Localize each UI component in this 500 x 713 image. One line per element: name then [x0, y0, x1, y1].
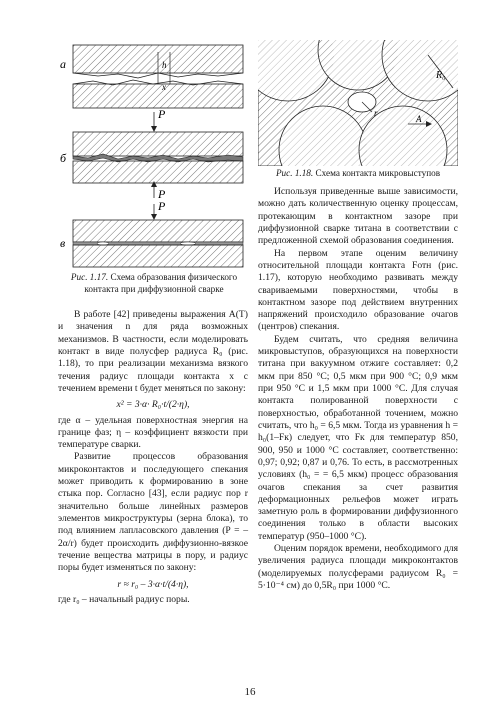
label-P-top: P [158, 107, 166, 121]
caption-text: Схема контакта микровыступов [315, 168, 441, 178]
panel-a [73, 45, 243, 108]
left-column [58, 309, 248, 606]
label-b: б [60, 151, 67, 165]
paragraph: Развитие процессов образования микроконтактов и последующего спекания может приводить к формированию в зоне стыка пор. Согласно [43], если радиус пор r значительно больше линейных размеров элементов микроструктуры (зерна блока), то под влиянием лапласовского давления (P = –2α/r) будет происходить диффузионно-вязкое течение вещества матрицы в пору, и радиус поры будет изменяться по закону: [58, 451, 248, 574]
label-A: A [416, 114, 422, 124]
caption-number: Рис. 1.18. [275, 168, 314, 178]
paragraph: где r₀ – начальный радиус поры. [58, 593, 190, 605]
caption-text: Схема образования физического контакта при диффузионной сварке [84, 272, 238, 294]
label-a: а [60, 57, 66, 71]
paragraph: где α – удельная поверхностная энергия на границе фаз; η – коэффициент вязкости при температуре сварки. [58, 414, 248, 451]
label-v: в [60, 236, 66, 250]
label-P-v: P [158, 199, 166, 213]
panel-b [73, 132, 243, 183]
label-h: h [162, 60, 167, 70]
label-x: x [162, 82, 166, 92]
figure-1-17-caption [58, 272, 250, 295]
right-column [258, 186, 458, 592]
figure-1-18 [258, 40, 458, 166]
paragraph: На первом этапе оценим величину относительной площади контакта Fотн (рис. 1.17), которую необходимо развивать между свариваемыми поверхностями, чтобы в контактном зазоре под действием внутренних напряжений происходило образование очагов (центров) спекания. [258, 247, 458, 333]
caption-number: Рис. 1.17. [70, 272, 109, 282]
paragraph: Будем считать, что средняя величина микровыступов, образующихся на поверхности титана при вакуумном отжиге составляет: 0,2 мкм при 850 °С; 0,5 мкм при 900 °С; 0,9 мкм при 950 °С и 1,5 мкм при 1000 °С. Для случая контакта полированной поверхности с поверхностью, обработанной точением, можно считать, что h₀ = 6,5 мкм. Тогда из уравнения h = h₀(1–Fк) следует, что Fк для температур 850, 900, 950 и 1000 °С составляет, соответственно: 0,97; 0,92; 0,87 и 0,76. То есть, в рассмотренных условиях (h₀ = = 6,5 мкм) процесс образования очагов спекания за счет развития деформационных рельефов может играть заметную роль в формировании диффузионного соединения только в области высоких температур (950–1000 °С). [258, 333, 458, 542]
label-R0: R₀ [436, 70, 446, 81]
paragraph: Используя приведенные выше зависимости, можно дать количественную оценку процессам, протекающим в контактном зазоре при диффузионной сварке титана в соответствии с предложенной схемой образования соединения. [258, 186, 458, 247]
label-r: r [374, 108, 378, 118]
contact-diagram [258, 40, 458, 166]
formula-x: x² = 3·α· R₀·t/(2·η), [116, 399, 190, 411]
formula-r: r ≈ r₀ – 3·α·t/(4·η), [117, 578, 189, 590]
paragraph: Оценим порядок времени, необходимого для увеличения радиуса площади микроконтактов (моделируемых полусферами радиусом R₀ = 5·10⁻⁴ см) до 0,5R₀ при 1000 °С. [258, 543, 458, 591]
label-P-bottom: P [158, 187, 166, 201]
figure-1-18-caption [258, 168, 458, 180]
figure-1-17 [58, 40, 248, 270]
page-number: 16 [244, 686, 256, 698]
panel-v [73, 220, 243, 267]
paragraph: В работе [42] приведены выражения A(T) и значения n для ряда возможных механизмов. В частности, если моделировать контакт в виде полусфер радиуса R₀ (рис. 1.18), то при реализации механизма вязкого течения радиус площади контакта x с течением времени t будет меняться по закону: [58, 309, 248, 394]
